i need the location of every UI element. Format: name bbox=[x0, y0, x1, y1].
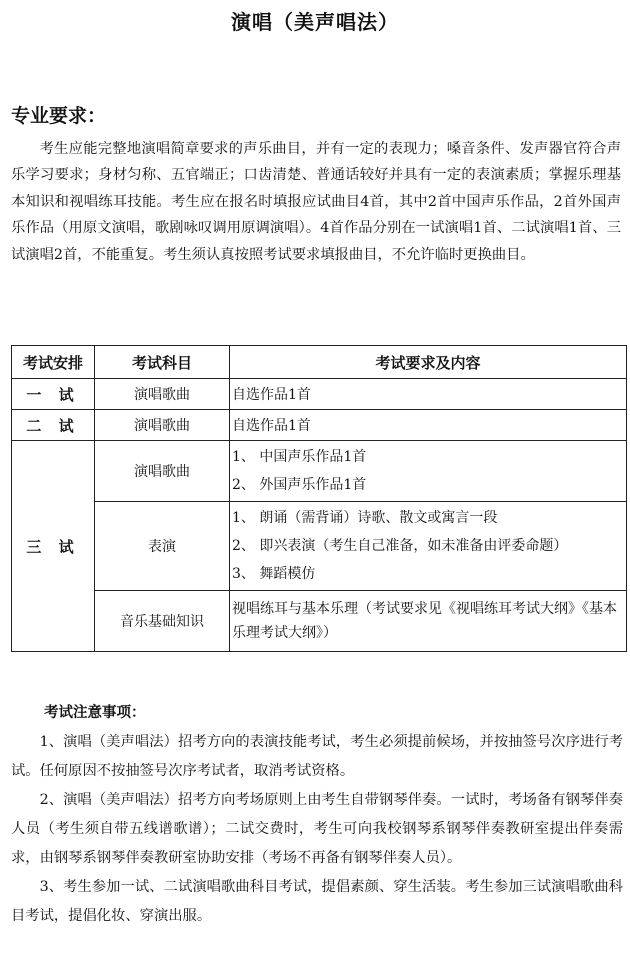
content-cell: 自选作品1首 bbox=[230, 410, 627, 441]
table-header-row bbox=[12, 346, 627, 379]
intro-paragraph: 考生应能完整地演唱简章要求的声乐曲目，并有一定的表现力；嗓音条件、发声器官符合声乐学习要求；身材匀称、五官端正；口齿清楚、普通话较好并具有一定的表演素质；掌握乐理基本知识和视唱练耳技能。考生应在报名时填报应试曲目4首，其中2首中国声乐作品，2首外国声乐作品（用原文演唱，歌剧咏叹调用原调演唱）。4首作品分别在一试演唱1首、二试演唱1首、三试演唱2首，不能重复。考生须认真按照考试要求填报曲目，不允许临时更换曲目。 bbox=[11, 141, 621, 263]
table-row bbox=[12, 410, 627, 441]
table-row bbox=[12, 502, 627, 591]
subject-cell: 音乐基础知识 bbox=[95, 591, 230, 652]
table-row bbox=[12, 441, 627, 502]
stage-cell: 一 试 bbox=[12, 379, 95, 410]
content-item: 3、 舞蹈模仿 bbox=[232, 566, 316, 582]
table-row bbox=[12, 379, 627, 410]
content-item: 1、 中国声乐作品1首 bbox=[232, 449, 367, 465]
content-item: 2、 外国声乐作品1首 bbox=[232, 477, 367, 493]
note-item: 3、考生参加一试、二试演唱歌曲科目考试，提倡素颜、穿生活装。考生参加三试演唱歌曲科目考试，提倡化妆、穿演出服。 bbox=[11, 879, 623, 924]
header-subject: 考试科目 bbox=[95, 346, 230, 379]
subject-cell: 表演 bbox=[95, 502, 230, 591]
note-item: 1、演唱（美声唱法）招考方向的表演技能考试，考生必须提前候场，并按抽签号次序进行考试。任何原因不按抽签号次序考试者，取消考试资格。 bbox=[11, 734, 623, 779]
content-item: 2、 即兴表演（考生自己准备，如未准备由评委命题） bbox=[232, 538, 568, 554]
header-stage: 考试安排 bbox=[12, 346, 95, 379]
page-title: 演唱（美声唱法） bbox=[231, 10, 399, 34]
notes-list bbox=[11, 728, 623, 931]
section-heading: 专业要求： bbox=[11, 105, 107, 127]
exam-table bbox=[11, 345, 627, 652]
table-row bbox=[12, 591, 627, 652]
subject-cell: 演唱歌曲 bbox=[95, 441, 230, 502]
subject-cell: 演唱歌曲 bbox=[95, 410, 230, 441]
stage-cell: 三 试 bbox=[12, 441, 95, 652]
content-cell bbox=[230, 441, 627, 502]
note-item: 2、演唱（美声唱法）招考方向考场原则上由考生自带钢琴伴奏。一试时，考场备有钢琴伴奏人员（考生须自带五线谱歌谱）；二试交费时，考生可向我校钢琴系钢琴伴奏教研室提出伴奏需求，由钢琴系钢琴伴奏教研室协助安排（考场不再备有钢琴伴奏人员）。 bbox=[11, 792, 623, 866]
subject-cell: 演唱歌曲 bbox=[95, 379, 230, 410]
content-item: 1、 朗诵（需背诵）诗歌、散文或寓言一段 bbox=[232, 510, 498, 526]
notes-heading: 考试注意事项： bbox=[44, 705, 146, 721]
content-cell: 视唱练耳与基本乐理（考试要求见《视唱练耳考试大纲》《基本乐理考试大纲》） bbox=[230, 591, 627, 652]
content-cell: 自选作品1首 bbox=[230, 379, 627, 410]
content-cell bbox=[230, 502, 627, 591]
header-content: 考试要求及内容 bbox=[230, 346, 627, 379]
stage-cell: 二 试 bbox=[12, 410, 95, 441]
